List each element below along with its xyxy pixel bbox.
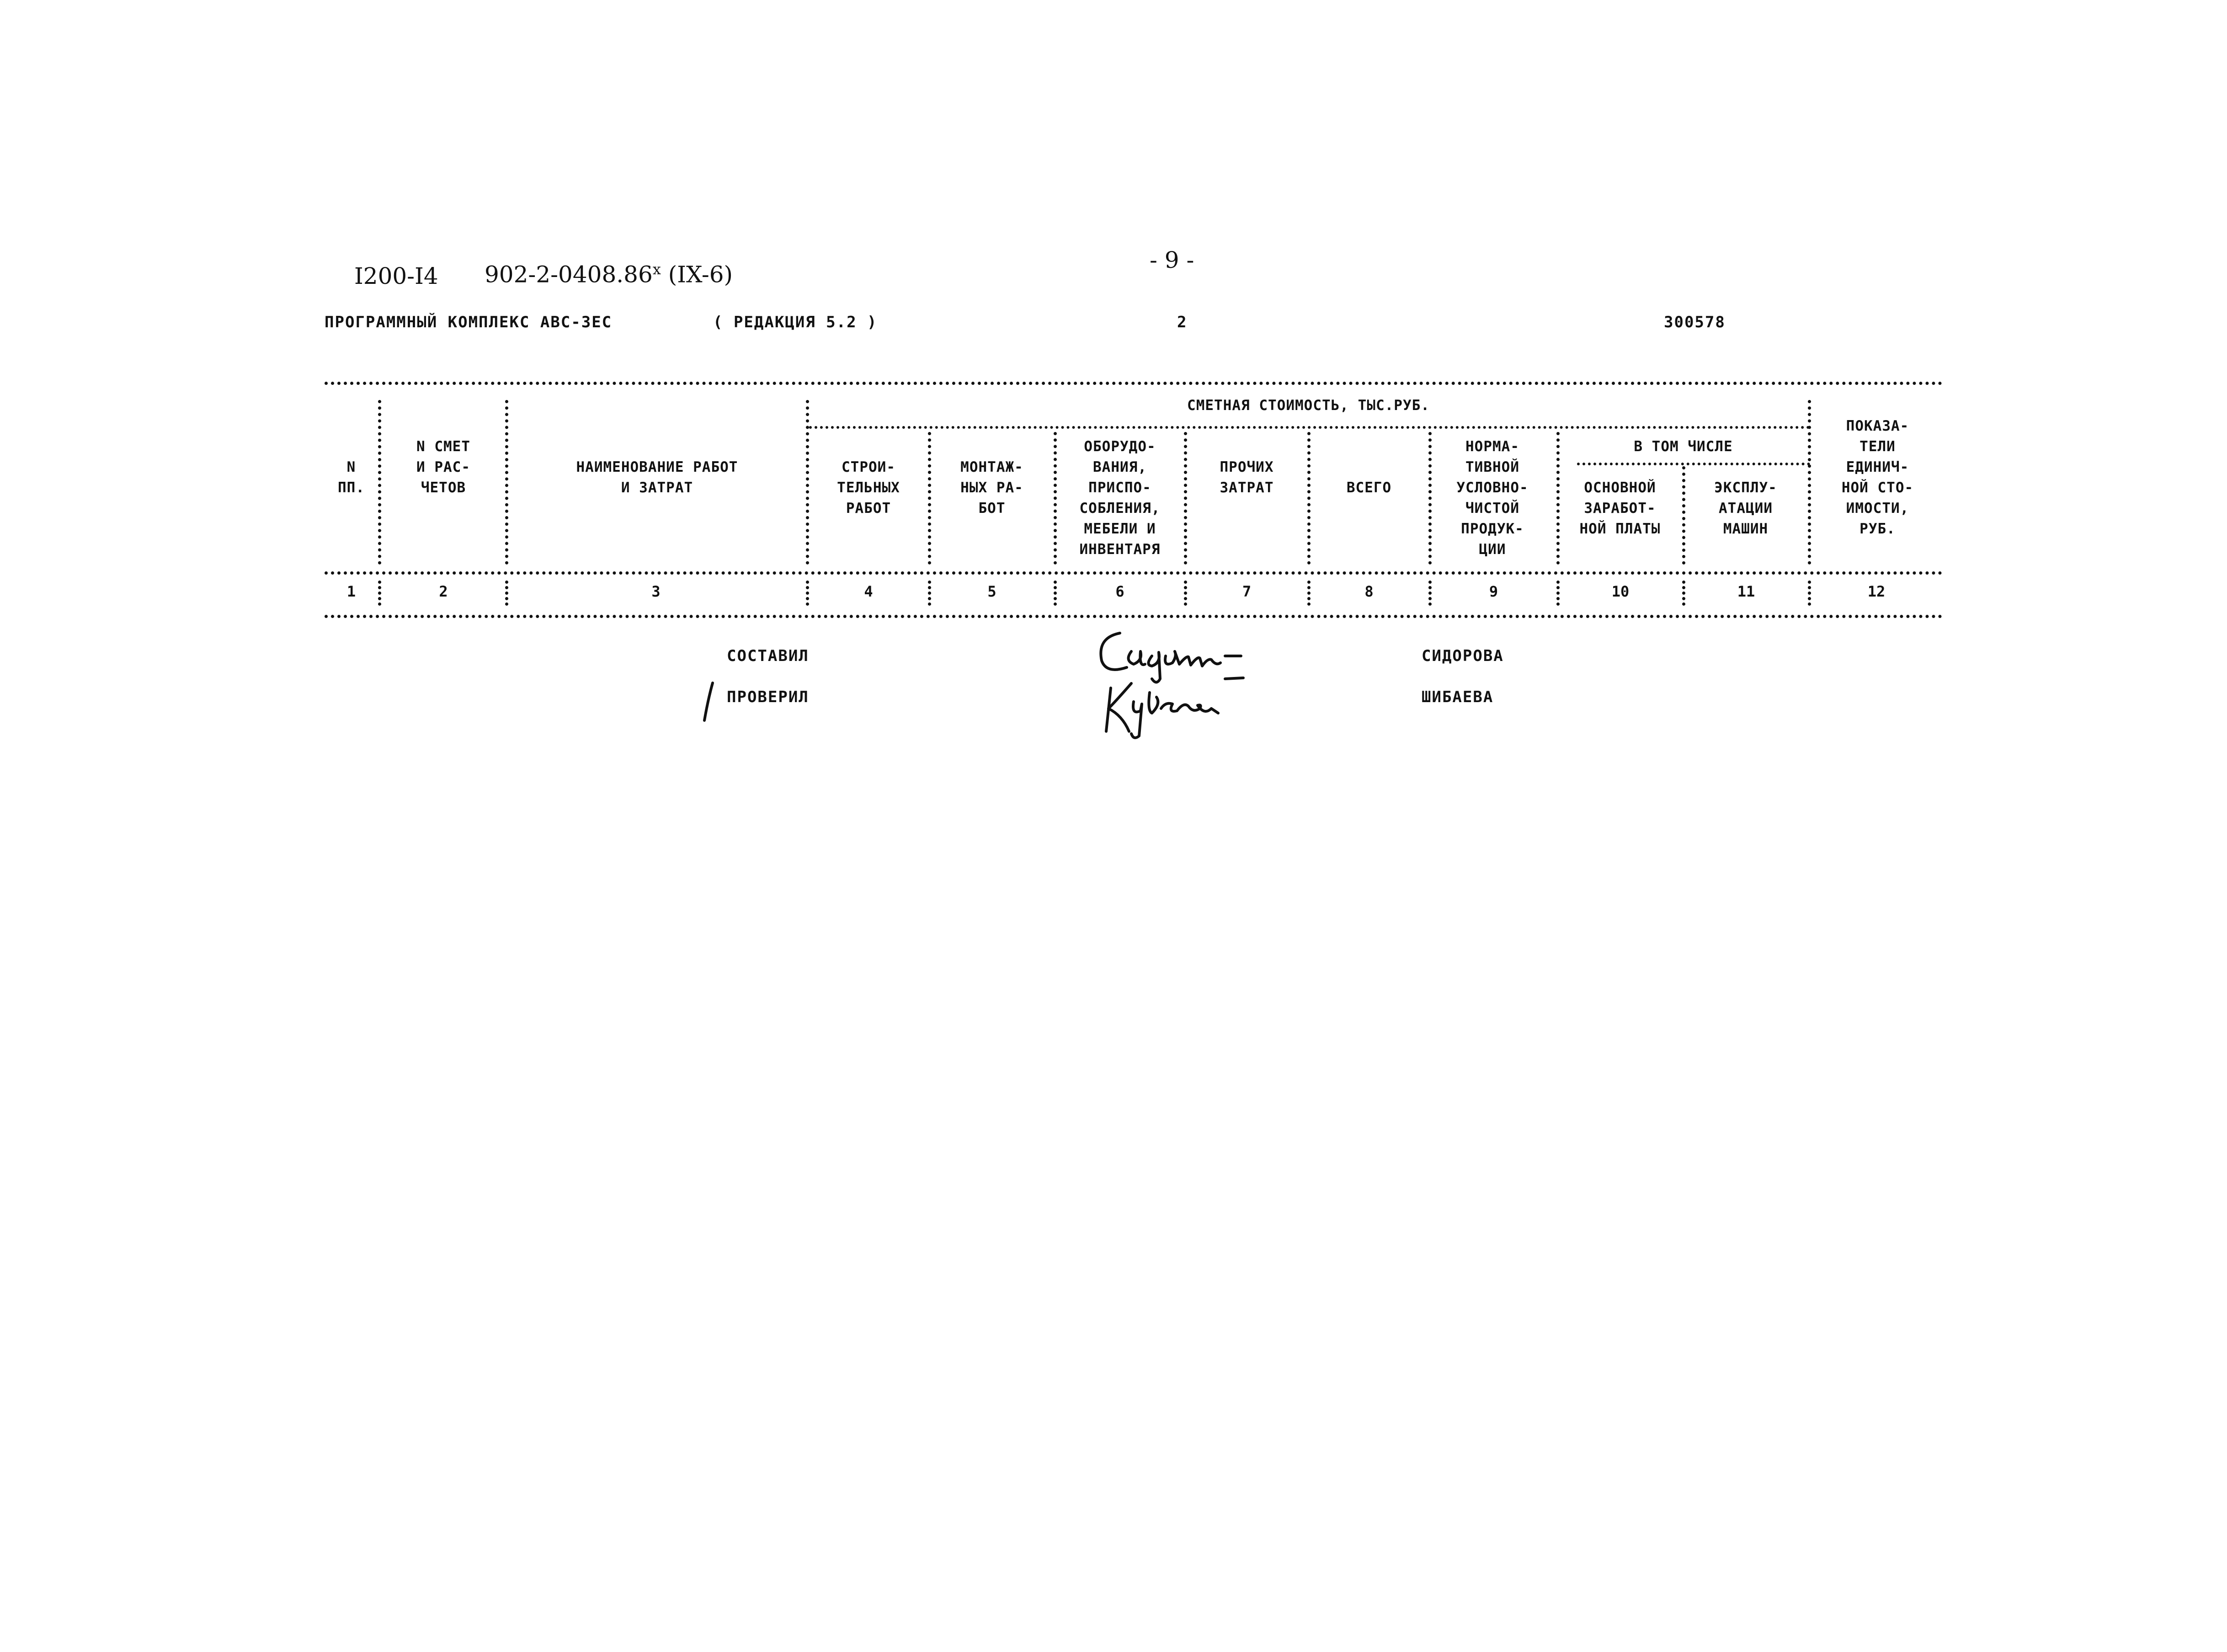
header-line: И ЗАТРАТ	[621, 480, 693, 496]
header-line: СТРОИ-	[842, 459, 895, 475]
header-line: ЭКСПЛУ-	[1714, 480, 1777, 496]
vtom-group-title: В ТОМ ЧИСЛЕ	[1634, 438, 1733, 455]
header-line: ПРИСПО-	[1088, 480, 1151, 496]
cost-group-rule	[809, 426, 1810, 429]
header-line: ЕДИНИЧ-	[1846, 459, 1909, 475]
vtom-group-rule	[1577, 463, 1810, 465]
column-separator	[505, 400, 508, 565]
header-line: БОТ	[978, 500, 1006, 517]
project-code-suffix: (IX-6)	[668, 261, 733, 288]
header-line: N СМЕТ	[416, 438, 470, 455]
header-col-10	[1559, 478, 1681, 539]
header-line: ЗАТРАТ	[1220, 480, 1274, 496]
document-number: 300578	[1664, 313, 1726, 331]
header-line: ИНВЕНТАРЯ	[1079, 541, 1161, 558]
header-line: РАБОТ	[846, 500, 891, 517]
column-separator	[1682, 466, 1685, 565]
header-line: ПП.	[338, 480, 365, 496]
header-line: ОБОРУДО-	[1084, 438, 1156, 455]
header-col-11	[1686, 478, 1806, 539]
header-line: НОЙ СТО-	[1841, 480, 1914, 496]
column-number: 8	[1364, 583, 1374, 600]
header-line: НАИМЕНОВАНИЕ РАБОТ	[576, 459, 738, 475]
header-line: N	[346, 459, 356, 475]
number-row-separator	[806, 581, 809, 606]
column-number: 11	[1737, 583, 1755, 600]
project-code	[485, 261, 733, 288]
header-line: НЫХ РА-	[960, 480, 1023, 496]
column-separator	[378, 400, 381, 565]
table-bottom-rule	[325, 615, 1943, 618]
header-line: ЧЕТОВ	[421, 480, 466, 496]
header-line: ОСНОВНОЙ	[1584, 480, 1656, 496]
header-line: УСЛОВНО-	[1456, 480, 1529, 496]
handwritten-signatures	[1088, 624, 1280, 743]
header-line: РУБ.	[1859, 521, 1896, 537]
column-number: 3	[651, 583, 661, 600]
header-line: ПОКАЗА-	[1846, 418, 1909, 434]
checked-name: ШИБАЕВА	[1422, 688, 1494, 706]
column-number: 7	[1242, 583, 1252, 600]
header-line: И РАС-	[416, 459, 470, 475]
header-line: ИМОСТИ,	[1846, 500, 1909, 517]
column-number: 10	[1611, 583, 1630, 600]
header-col-9	[1431, 437, 1554, 560]
column-separator	[1184, 432, 1187, 565]
header-line: ПРОЧИХ	[1220, 459, 1274, 475]
column-number: 2	[439, 583, 448, 600]
page-number: - 9 -	[1150, 247, 1194, 273]
header-line: НОРМА-	[1465, 438, 1519, 455]
check-mark-stroke	[702, 681, 715, 722]
header-line: ЦИИ	[1479, 541, 1506, 558]
project-code-main: 902-2-0408.86	[485, 261, 653, 288]
header-col-2	[384, 437, 503, 498]
header-line: НОЙ ПЛАТЫ	[1579, 521, 1661, 537]
header-line: ВАНИЯ,	[1093, 459, 1147, 475]
header-line: ЧИСТОЙ	[1465, 500, 1519, 517]
program-title: ПРОГРАММНЫЙ КОМПЛЕКС АВС-3ЕС	[325, 313, 613, 331]
column-separator	[806, 400, 809, 565]
header-col-4	[811, 457, 926, 519]
check-mark-icon	[702, 681, 715, 722]
column-number: 12	[1867, 583, 1886, 600]
program-edition: ( РЕДАКЦИЯ 5.2 )	[713, 313, 878, 331]
cost-group-title: СМЕТНАЯ СТОИМОСТЬ, ТЫС.РУБ.	[1187, 397, 1430, 414]
header-col-7	[1188, 457, 1305, 498]
composed-label: СОСТАВИЛ	[727, 647, 809, 665]
column-number: 1	[346, 583, 356, 600]
header-line: ТЕЛИ	[1859, 438, 1896, 455]
column-number: 4	[864, 583, 873, 600]
column-number: 6	[1115, 583, 1124, 600]
column-separator	[1307, 432, 1311, 565]
header-col-6	[1056, 437, 1184, 560]
header-line: МОНТАЖ-	[960, 459, 1023, 475]
column-number: 9	[1489, 583, 1498, 600]
header-line: МЕБЕЛИ И	[1084, 521, 1156, 537]
header-line: АТАЦИИ	[1719, 500, 1773, 517]
project-code-superscript: x	[652, 261, 661, 278]
table-top-rule	[325, 382, 1943, 385]
header-line: ТИВНОЙ	[1465, 459, 1519, 475]
header-line: МАШИН	[1723, 521, 1769, 537]
header-col-12	[1812, 416, 1943, 539]
checked-label: ПРОВЕРИЛ	[727, 688, 809, 706]
header-col-3	[510, 457, 804, 498]
column-separator	[928, 432, 931, 565]
number-row-separator	[378, 581, 381, 606]
header-line: СОБЛЕНИЯ,	[1079, 500, 1161, 517]
header-col-5	[932, 457, 1051, 519]
sheet-number: 2	[1177, 313, 1188, 331]
header-col-8: ВСЕГО	[1346, 480, 1392, 496]
header-line: ПРОДУК-	[1461, 521, 1524, 537]
header-col-1	[325, 457, 378, 498]
header-bottom-rule	[325, 571, 1943, 575]
header-line: ТЕЛЬНЫХ	[837, 480, 900, 496]
column-number: 5	[987, 583, 996, 600]
composed-name: СИДОРОВА	[1422, 647, 1504, 665]
document-code: I200-I4	[354, 263, 438, 289]
header-line: ЗАРАБОТ-	[1584, 500, 1656, 517]
column-separator	[1808, 400, 1811, 565]
